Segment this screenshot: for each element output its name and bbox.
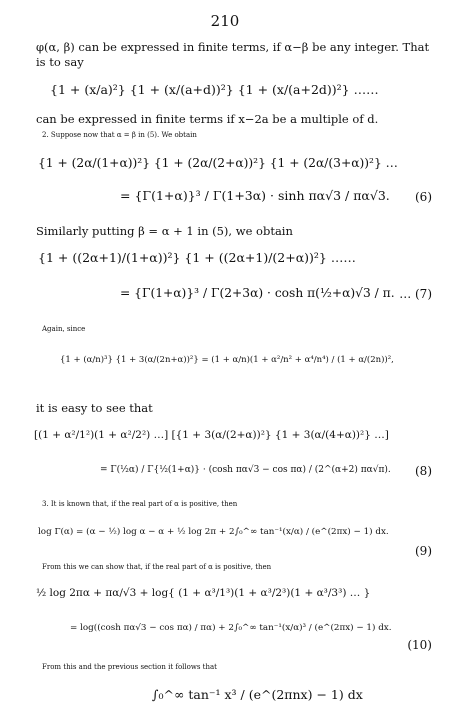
text-line-10: From this and the previous section it follows that <box>42 663 217 671</box>
text-line-5: Similarly putting β = α + 1 in (5), we obtain <box>36 224 293 238</box>
equation-7-lhs: {1 + ((2α+1)/(1+α))²} {1 + ((2α+1)/(2+α))²} …… <box>38 250 356 265</box>
equation-9: log Γ(α) = (α − ½) log α − α + ½ log 2π + 2∫₀^∞ tan⁻¹(x/α) / (e^(2πx) − 1) dx. <box>38 527 389 537</box>
equation-product-finite: {1 + (x/a)²} {1 + (x/(a+d))²} {1 + (x/(a+2d))²} …… <box>50 82 379 97</box>
equation-6-rhs: = {Γ(1+α)}³ / Γ(1+3α) · sinh πα√3 / πα√3. <box>120 188 390 203</box>
equation-10-rhs: = log((cosh πα√3 − cos πα) / πα) + 2∫₀^∞ tan⁻¹(x/α)³ / (e^(2πx) − 1) dx. <box>70 623 392 633</box>
equation-number-8: (8) <box>415 464 432 478</box>
equation-10-lhs: ½ log 2πα + πα/√3 + log{ (1 + α³/1³)(1 + α³/2³)(1 + α³/3³) … } <box>36 587 371 599</box>
text-line-8: 3. It is known that, if the real part of α is positive, then <box>42 500 238 508</box>
text-line-7: it is easy to see that <box>36 401 153 415</box>
equation-number-6: (6) <box>415 190 432 204</box>
text-line-2: is to say <box>36 55 84 69</box>
equation-number-9: (9) <box>415 544 432 558</box>
text-line-6: Again, since <box>42 325 86 333</box>
equation-number-10: (10) <box>407 638 432 652</box>
page-number: 210 <box>210 12 240 30</box>
equation-8-lhs: [(1 + α²/1²)(1 + α²/2²) …] [{1 + 3(α/(2+α))²} {1 + 3(α/(4+α))²} …] <box>34 429 389 441</box>
text-line-4: 2. Suppose now that α = β in (5). We obtain <box>42 131 197 139</box>
equation-8-rhs: = Γ(½α) / Γ{½(1+α)} · (cosh πα√3 − cos πα) / (2^(α+2) πα√π). <box>100 465 391 475</box>
equation-number-7: … (7) <box>399 287 432 301</box>
equation-7-rhs: = {Γ(1+α)}³ / Γ(2+3α) · cosh π(½+α)√3 / π. <box>120 286 395 300</box>
text-line-3: can be expressed in finite terms if x−2a be a multiple of d. <box>36 112 379 126</box>
equation-final-integral: ∫₀^∞ tan⁻¹ x³ / (e^(2πnx) − 1) dx <box>152 687 363 702</box>
equation-6-lhs: {1 + (2α/(1+α))²} {1 + (2α/(2+α))²} {1 + (2α/(3+α))²} … <box>38 156 398 170</box>
equation-identity: {1 + (α/n)³} {1 + 3(α/(2n+α))²} = (1 + α/n)(1 + α²/n² + α⁴/n⁴) / (1 + α/(2n))², <box>60 355 394 365</box>
text-line-9: From this we can show that, if the real part of α is positive, then <box>42 563 272 571</box>
text-line-1: φ(α, β) can be expressed in finite terms, if α−β be any integer. That <box>36 40 430 54</box>
